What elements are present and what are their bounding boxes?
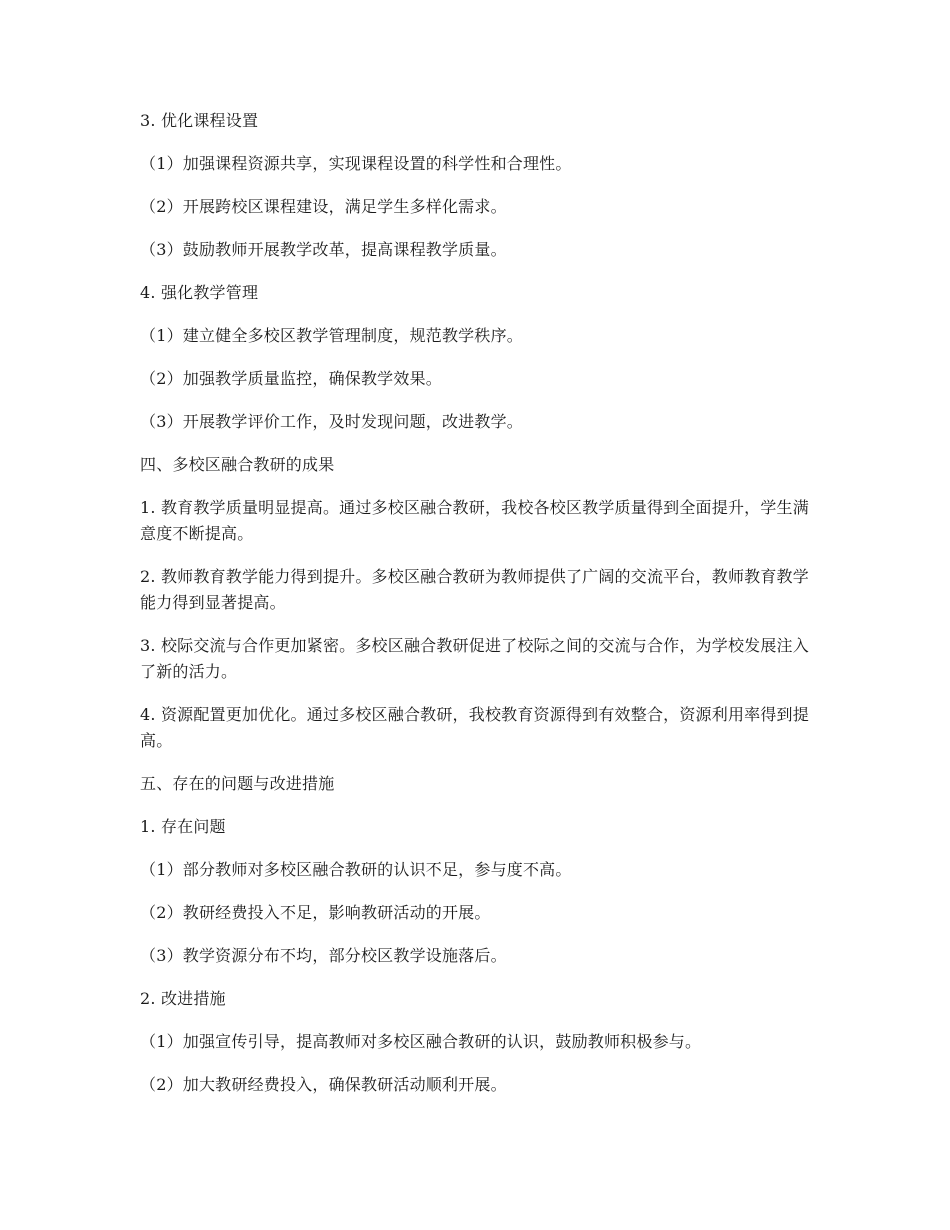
document-body: [140, 108, 810, 1098]
list-item: （3）教学资源分布不均，部分校区教学设施落后。: [140, 946, 507, 965]
list-item: （1）建立健全多校区教学管理制度，规范教学秩序。: [140, 326, 523, 345]
list-item: （3）鼓励教师开展教学改革，提高课程教学质量。: [140, 240, 507, 259]
list-item: （2）加大教研经费投入，确保教研活动顺利开展。: [140, 1075, 507, 1094]
section-heading-problems: 五、存在的问题与改进措施: [140, 774, 335, 793]
list-item: （1）加强宣传引导，提高教师对多校区融合教研的认识，鼓励教师积极参与。: [140, 1032, 702, 1051]
list-item: （2）开展跨校区课程建设，满足学生多样化需求。: [140, 197, 507, 216]
list-item: （1）部分教师对多校区融合教研的认识不足，参与度不高。: [140, 860, 572, 879]
subheading-improvement-measures: 2. 改进措施: [140, 989, 226, 1008]
list-item: （1）加强课程资源共享，实现课程设置的科学性和合理性。: [140, 154, 572, 173]
subheading-teaching-management: 4. 强化教学管理: [140, 283, 259, 302]
subheading-optimize-curriculum: 3. 优化课程设置: [140, 111, 259, 130]
body-paragraph: 3. 校际交流与合作更加紧密。多校区融合教研促进了校际之间的交流与合作，为学校发展注入了新的活力。: [140, 636, 809, 681]
list-item: （2）教研经费投入不足，影响教研活动的开展。: [140, 903, 491, 922]
body-paragraph: 4. 资源配置更加优化。通过多校区融合教研，我校教育资源得到有效整合，资源利用率得到提高。: [140, 705, 809, 750]
list-item: （3）开展教学评价工作，及时发现问题，改进教学。: [140, 412, 523, 431]
section-heading-achievements: 四、多校区融合教研的成果: [140, 455, 335, 474]
list-item: （2）加强教学质量监控，确保教学效果。: [140, 369, 442, 388]
body-paragraph: 1. 教育教学质量明显提高。通过多校区融合教研，我校各校区教学质量得到全面提升，学生满意度不断提高。: [140, 498, 809, 543]
subheading-existing-problems: 1. 存在问题: [140, 817, 226, 836]
body-paragraph: 2. 教师教育教学能力得到提升。多校区融合教研为教师提供了广阔的交流平台，教师教育教学能力得到显著提高。: [140, 567, 809, 612]
